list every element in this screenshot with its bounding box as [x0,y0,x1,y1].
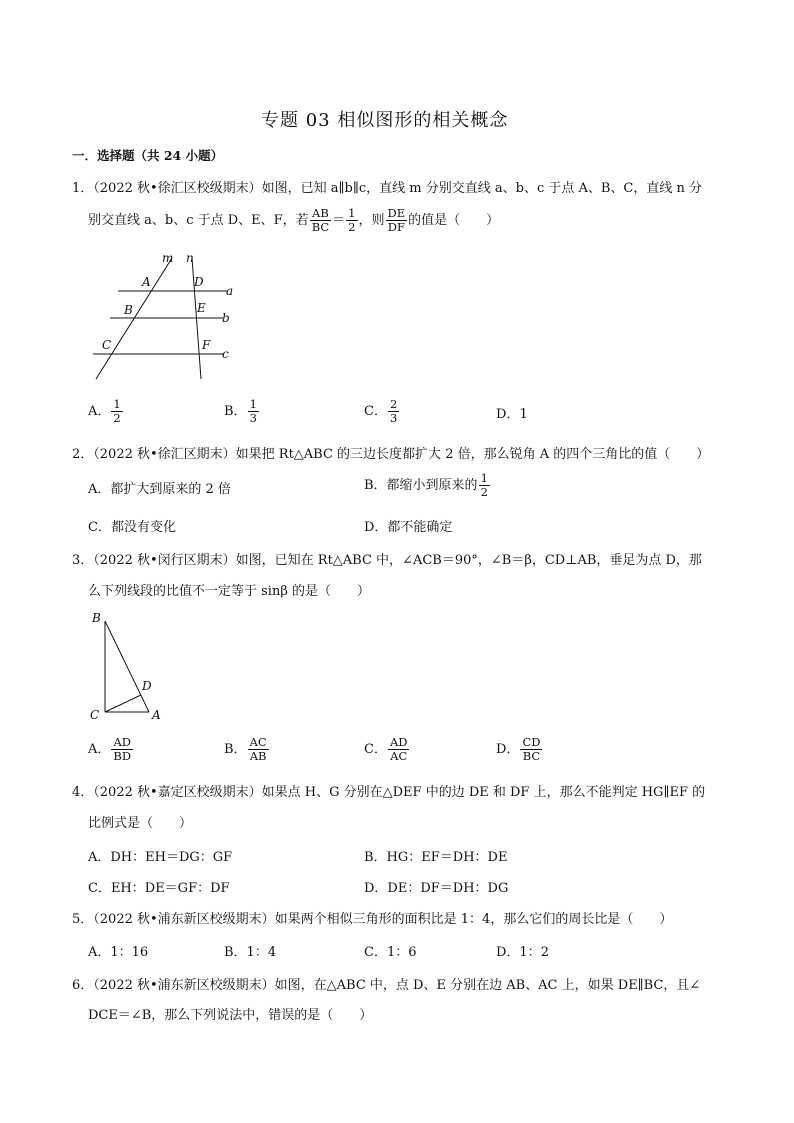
q2-option-a[interactable]: A．都扩大到原来的 2 倍 [88,482,231,497]
label-E: E [197,301,206,315]
label-n: n [186,251,194,265]
label-m: m [162,251,174,265]
q3-line1: 3．（2022 秋•闵行区期末）如图，已知在 Rt△ABC 中，∠ACB＝90°，∠B＝β，CD⊥AB，垂足为点 D，那 [72,553,702,568]
q5-option-b[interactable]: B．1：4 [224,945,277,960]
page-title: 专题 03 相似图形的相关概念 [261,110,509,131]
q6-line1: 6．（2022 秋•浦东新区校级期末）如图，在△ABC 中，点 D、E 分别在边 AB、AC 上，如果 DE∥BC，且∠ [72,978,701,993]
q1-then: ，则 [358,213,385,228]
q6-line2: DCE＝∠B，那么下列说法中，错误的是（ ） [88,1008,373,1023]
label-A: A [142,275,151,289]
label-D: D [194,275,204,289]
label-b: b [222,311,230,325]
q2-option-b[interactable]: B．都缩小到原来的 $\frac{1}{2}$ [364,471,488,499]
q3-line2: 么下列线段的比值不一定等于 sinβ 的是（ ） [88,584,370,599]
q1-figure [88,250,248,385]
side-ba [105,621,149,712]
q3-option-a[interactable]: A． $\frac{AD}{BD}$ [88,735,132,763]
label-a: a [226,284,234,298]
q1-option-d[interactable]: D．1 [496,407,528,422]
q3-option-b[interactable]: B． $\frac{AC}{AB}$ [224,735,267,763]
q5-option-c[interactable]: C．1：6 [364,945,417,960]
q4-line2: 比例式是（ ） [88,816,193,831]
q4-option-b[interactable]: B．HG：EF＝DH：DE [364,850,508,865]
label-C: C [90,708,100,722]
label-c: c [222,347,229,361]
q4-option-c[interactable]: C．EH：DE＝GF：DF [88,881,230,896]
label-A: A [152,708,161,722]
q1-option-b[interactable]: B． $\frac{1}{3}$ [224,397,257,425]
q1-option-a[interactable]: A． $\frac{1}{2}$ [88,397,121,425]
label-F: F [202,338,211,352]
label-C: C [102,338,112,352]
label-D: D [142,679,152,693]
q5-option-a[interactable]: A．1：16 [88,945,149,960]
label-B: B [124,303,133,317]
q5-option-d[interactable]: D．1：2 [496,945,549,960]
q4-line1: 4．（2022 秋•嘉定区校级期末）如果点 H、G 分别在△DEF 中的边 DE 和 DF 上，那么不能判定 HG∥EF 的 [72,785,706,800]
q1-line2 [88,207,499,234]
label-B: B [92,611,101,625]
q2-option-c[interactable]: C．都没有变化 [88,520,176,535]
altitude-cd [105,695,141,712]
q3-option-c[interactable]: C． $\frac{AD}{AC}$ [364,735,408,763]
q1-eq: ＝ [332,213,346,228]
q3-option-d[interactable]: D． $\frac{CD}{BC}$ [496,735,541,763]
q2-option-d[interactable]: D．都不能确定 [364,520,453,535]
q1-frac-half: $\frac{1}{2}$ [348,206,356,234]
q1-line2-b: 的值是（ ） [408,213,500,228]
q1-line2-a: 别交直线 a、b、c 于点 D、E、F，若 [88,213,309,228]
q1-frac-ab-bc: $\frac{AB}{BC}$ [311,206,330,234]
q1-frac-de-df: $\frac{DE}{DF}$ [387,206,406,234]
q5-line1: 5．（2022 秋•浦东新区校级期末）如果两个相似三角形的面积比是 1：4，那么它们的周长比是（ ） [72,912,673,927]
section-heading: 一．选择题（共 24 小题） [72,148,224,163]
q2-line1: 2．（2022 秋•徐汇区期末）如果把 Rt△ABC 的三边长度都扩大 2 倍，那么锐角 A 的四个三角比的值（ ） [72,447,710,462]
q4-option-a[interactable]: A．DH：EH＝DG：GF [88,850,233,865]
q1-option-c[interactable]: C． $\frac{2}{3}$ [364,397,398,425]
q4-option-d[interactable]: D．DE：DF＝DH：DG [364,881,509,896]
q1-line1: 1．（2022 秋•徐汇区校级期末）如图，已知 a∥b∥c，直线 m 分别交直线 a、b、c 于点 A、B、C，直线 n 分 [72,181,703,196]
q3-figure [86,606,176,724]
